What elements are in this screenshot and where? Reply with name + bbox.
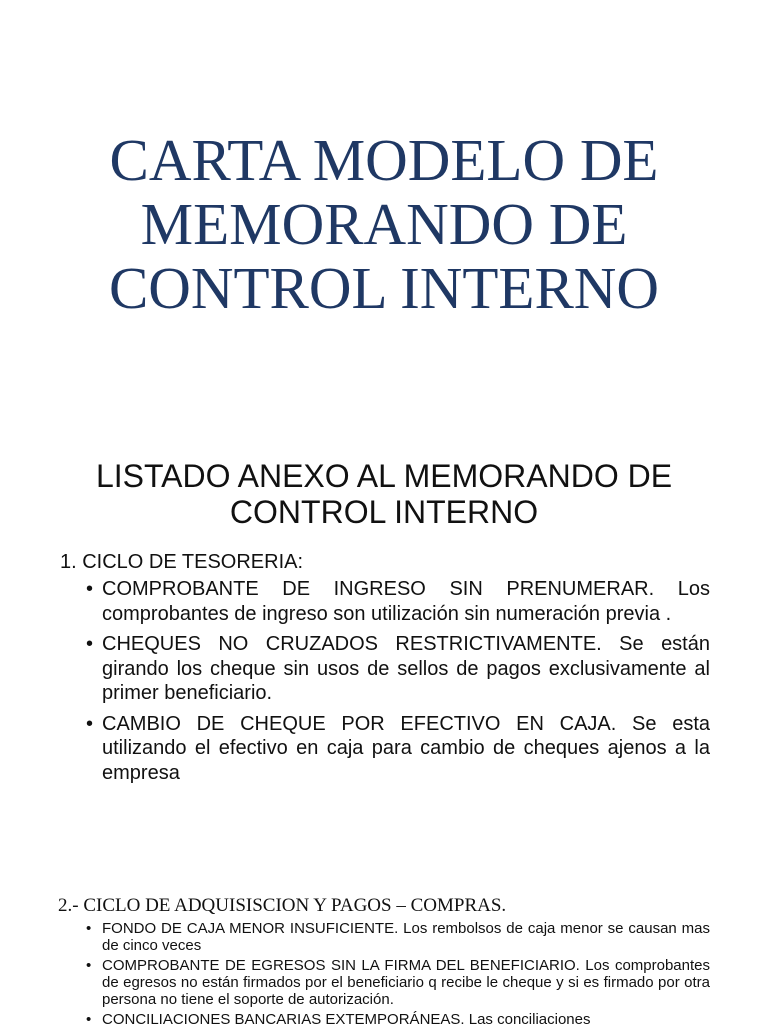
title-line-3: CONTROL INTERNO [108,255,660,321]
section-heading-line-1: LISTADO ANEXO AL MEMORANDO DE [95,458,673,494]
title-line-2: MEMORANDO DE [140,191,628,257]
list-item: • CHEQUES NO CRUZADOS RESTRICTIVAMENTE. Se están girando los cheque sin usos de sellos de pagos exclusivamente al primer beneficiario. [86,632,710,706]
list-item: • CAMBIO DE CHEQUE POR EFECTIVO EN CAJA. Se esta utilizando el efectivo en caja para cambio de cheques ajenos a la empresa [86,712,710,786]
list-item: • FONDO DE CAJA MENOR INSUFICIENTE. Los rembolsos de caja menor se causan mas de cinco veces [86,920,710,954]
cycle1-heading: 1. CICLO DE TESORERIA: [60,551,304,573]
cycle1-list [86,577,710,791]
slide-title [0,128,768,320]
list-item: • CONCILIACIONES BANCARIAS EXTEMPORÁNEAS. Las conciliaciones [86,1011,710,1028]
title-line-1: CARTA MODELO DE [109,127,659,193]
section-heading-line-2: CONTROL INTERNO [229,494,539,530]
section-heading [0,458,768,530]
cycle2-list [86,920,710,1031]
list-item: • COMPROBANTE DE INGRESO SIN PRENUMERAR. Los comprobantes de ingreso son utilización sin numeración previa . [86,577,710,626]
cycle2-heading: 2.- CICLO DE ADQUISISCION Y PAGOS – COMPRAS. [58,895,507,916]
list-item: • COMPROBANTE DE EGRESOS SIN LA FIRMA DEL BENEFICIARIO. Los comprobantes de egresos no están firmados por el beneficiario q recibe le cheque y si es firmado por otra persona no tiene el soporte de autorización. [86,957,710,1008]
